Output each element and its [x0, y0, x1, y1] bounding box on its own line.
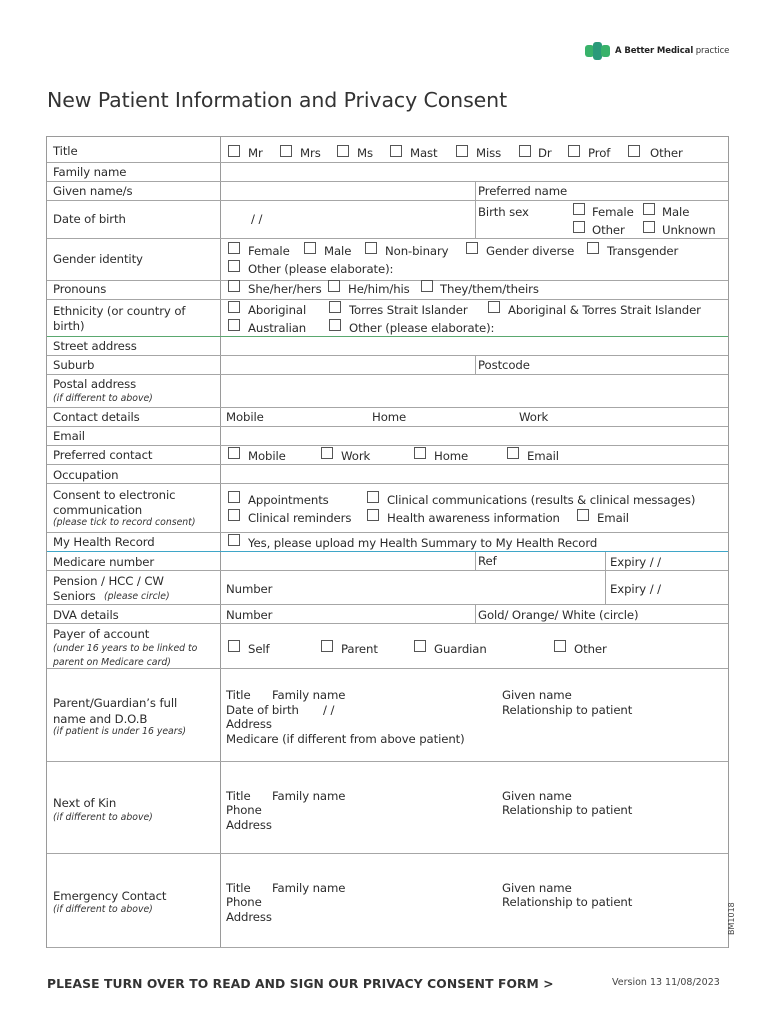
- nok-phone: Phone: [226, 803, 262, 817]
- checkbox-pref-home[interactable]: [414, 447, 426, 459]
- option-title-mrs: Mrs: [300, 146, 321, 160]
- label-medicare-number: Medicare number: [53, 555, 155, 569]
- label-given-names: Given name/s: [53, 184, 133, 198]
- row-title: [47, 137, 728, 163]
- checkbox-mhr-upload[interactable]: [228, 534, 240, 546]
- label-pension-expiry: Expiry / /: [610, 582, 661, 596]
- row-given-name: [47, 182, 728, 201]
- checkbox-title-miss[interactable]: [456, 145, 468, 157]
- label-dob: Date of birth: [53, 212, 126, 226]
- option-payer-guardian: Guardian: [434, 642, 487, 656]
- label-contact-details: Contact details: [53, 410, 140, 424]
- checkbox-consent-health[interactable]: [367, 509, 379, 521]
- note-guardian: (if patient is under 16 years): [53, 726, 187, 737]
- row-email: [47, 427, 728, 446]
- option-title-mr: Mr: [248, 146, 263, 160]
- ref-divider: [475, 552, 476, 571]
- checkbox-gender-male[interactable]: [304, 242, 316, 254]
- option-pref-mobile: Mobile: [248, 449, 286, 463]
- checkbox-title-dr[interactable]: [519, 145, 531, 157]
- checkbox-title-mast[interactable]: [390, 145, 402, 157]
- turn-over-notice: PLEASE TURN OVER TO READ AND SIGN OUR PRIVACY CONSENT FORM >: [47, 977, 554, 991]
- guardian-dob-sep: / /: [323, 703, 335, 717]
- option-pronoun-he: He/him/his: [348, 282, 410, 296]
- option-gender-nonbinary: Non-binary: [385, 244, 449, 258]
- option-eth-aboriginal: Aboriginal: [248, 303, 307, 317]
- checkbox-title-other[interactable]: [628, 145, 640, 157]
- option-eth-both: Aboriginal & Torres Strait Islander: [508, 303, 701, 317]
- emergency-address: Address: [226, 910, 272, 924]
- label-postal-address: Postal address: [53, 377, 137, 391]
- dob-separators: / /: [251, 212, 263, 226]
- label-dva-colour: Gold/ Orange/ White (circle): [478, 608, 639, 622]
- option-eth-tsi: Torres Strait Islander: [349, 303, 468, 317]
- option-pronoun-they: They/them/theirs: [440, 282, 539, 296]
- checkbox-pref-work[interactable]: [321, 447, 333, 459]
- emergency-phone: Phone: [226, 895, 262, 909]
- label-title: Title: [53, 144, 78, 158]
- label-occupation: Occupation: [53, 468, 119, 482]
- practice-logo: [585, 42, 729, 60]
- label-guardian: Parent/Guardian’s full: [53, 696, 178, 710]
- checkbox-gender-female[interactable]: [228, 242, 240, 254]
- checkbox-title-ms[interactable]: [337, 145, 349, 157]
- checkbox-gender-diverse[interactable]: [466, 242, 478, 254]
- row-family-name: [47, 163, 728, 182]
- option-payer-self: Self: [248, 642, 270, 656]
- checkbox-title-mr[interactable]: [228, 145, 240, 157]
- label-contact-mobile: Mobile: [226, 410, 264, 424]
- label-payer: Payer of account: [53, 627, 150, 641]
- label-street-address: Street address: [53, 339, 137, 353]
- label-ethnicity: Ethnicity (or country of: [53, 304, 186, 318]
- label-consent-2: communication: [53, 503, 143, 517]
- checkbox-consent-email[interactable]: [577, 509, 589, 521]
- option-consent-email: Email: [597, 511, 629, 525]
- checkbox-pref-email[interactable]: [507, 447, 519, 459]
- checkbox-payer-guardian[interactable]: [414, 640, 426, 652]
- emergency-title: Title: [226, 881, 251, 895]
- guardian-title: Title: [226, 688, 251, 702]
- label-postcode: Postcode: [478, 358, 530, 372]
- option-gender-transgender: Transgender: [607, 244, 679, 258]
- checkbox-sex-male[interactable]: [643, 203, 655, 215]
- nok-title: Title: [226, 789, 251, 803]
- label-gender-identity: Gender identity: [53, 252, 143, 266]
- option-pronoun-she: She/her/hers: [248, 282, 322, 296]
- option-gender-female: Female: [248, 244, 290, 258]
- checkbox-payer-parent[interactable]: [321, 640, 333, 652]
- option-pref-home: Home: [434, 449, 469, 463]
- emergency-family-name: Family name: [272, 881, 346, 895]
- label-pension: Pension / HCC / CW: [53, 574, 164, 588]
- row-suburb: [47, 356, 728, 375]
- checkbox-gender-transgender[interactable]: [587, 242, 599, 254]
- nok-relationship: Relationship to patient: [502, 803, 633, 817]
- nok-given-name: Given name: [502, 789, 572, 803]
- label-email: Email: [53, 429, 85, 443]
- checkbox-title-prof[interactable]: [568, 145, 580, 157]
- note-emergency: (if different to above): [53, 904, 153, 915]
- label-emergency-contact: Emergency Contact: [53, 889, 167, 903]
- label-pronouns: Pronouns: [53, 282, 107, 296]
- page-title: New Patient Information and Privacy Consent: [47, 88, 508, 112]
- label-family-name: Family name: [53, 165, 127, 179]
- emergency-relationship: Relationship to patient: [502, 895, 633, 909]
- option-gender-diverse: Gender diverse: [486, 244, 575, 258]
- checkbox-consent-reminders[interactable]: [228, 509, 240, 521]
- option-mhr-upload: Yes, please upload my Health Summary to My Health Record: [248, 536, 598, 550]
- label-preferred-name: Preferred name: [478, 184, 568, 198]
- label-birth-sex: Birth sex: [478, 205, 529, 219]
- checkbox-consent-clinical[interactable]: [367, 491, 379, 503]
- option-pref-email: Email: [527, 449, 559, 463]
- label-suburb: Suburb: [53, 358, 95, 372]
- option-title-mast: Mast: [410, 146, 438, 160]
- guardian-relationship: Relationship to patient: [502, 703, 633, 717]
- nok-address: Address: [226, 818, 272, 832]
- checkbox-eth-aboriginal[interactable]: [228, 301, 240, 313]
- option-gender-male: Male: [324, 244, 352, 258]
- option-pref-work: Work: [341, 449, 371, 463]
- guardian-dob: Date of birth: [226, 703, 299, 717]
- checkbox-pref-mobile[interactable]: [228, 447, 240, 459]
- option-sex-female: Female: [592, 205, 634, 219]
- logo-mark-icon: [585, 42, 611, 60]
- label-pension-2: Seniors: [53, 589, 96, 603]
- option-title-dr: Dr: [538, 146, 552, 160]
- note-payer-1: (under 16 years to be linked to: [53, 643, 198, 654]
- option-consent-reminders: Clinical reminders: [248, 511, 352, 525]
- label-medicare-expiry: Expiry / /: [610, 555, 661, 569]
- label-contact-home: Home: [372, 410, 407, 424]
- checkbox-payer-other[interactable]: [554, 640, 566, 652]
- form-code: BM1018: [727, 902, 736, 935]
- option-payer-other: Other: [574, 642, 607, 656]
- postcode-divider: [475, 356, 476, 375]
- checkbox-title-mrs[interactable]: [280, 145, 292, 157]
- label-dva-number: Number: [226, 608, 273, 622]
- note-consent: (please tick to record consent): [53, 517, 196, 528]
- option-title-other: Other: [650, 146, 683, 160]
- option-title-ms: Ms: [357, 146, 373, 160]
- label-consent: Consent to electronic: [53, 488, 176, 502]
- note-next-of-kin: (if different to above): [53, 812, 153, 823]
- checkbox-pronoun-he[interactable]: [328, 280, 340, 292]
- option-title-prof: Prof: [588, 146, 611, 160]
- expiry-divider: [605, 552, 606, 605]
- option-sex-unknown: Unknown: [662, 223, 716, 237]
- option-eth-other: Other (please elaborate):: [349, 321, 495, 335]
- label-guardian-2: name and D.O.B: [53, 712, 148, 726]
- guardian-medicare: Medicare (if different from above patient): [226, 732, 465, 746]
- guardian-family-name: Family name: [272, 688, 346, 702]
- option-consent-appointments: Appointments: [248, 493, 329, 507]
- guardian-address: Address: [226, 717, 272, 731]
- version-label: Version 13 11/08/2023: [612, 977, 720, 988]
- option-payer-parent: Parent: [341, 642, 378, 656]
- label-my-health-record: My Health Record: [53, 535, 155, 549]
- checkbox-gender-other[interactable]: [228, 260, 240, 272]
- checkbox-sex-other[interactable]: [573, 221, 585, 233]
- label-ethnicity-2: birth): [53, 319, 85, 333]
- option-consent-health: Health awareness information: [387, 511, 560, 525]
- label-dva-details: DVA details: [53, 608, 119, 622]
- label-contact-work: Work: [519, 410, 549, 424]
- option-sex-male: Male: [662, 205, 690, 219]
- row-occupation: [47, 465, 728, 484]
- checkbox-sex-unknown[interactable]: [643, 221, 655, 233]
- guardian-given-name: Given name: [502, 688, 572, 702]
- logo-text: A Better Medical practice: [615, 46, 730, 56]
- option-eth-australian: Australian: [248, 321, 307, 335]
- note-postal: (if different to above): [53, 393, 153, 404]
- option-consent-clinical: Clinical communications (results & clinical messages): [387, 493, 696, 507]
- label-pension-number: Number: [226, 582, 273, 596]
- dva-divider: [475, 605, 476, 624]
- checkbox-pronoun-she[interactable]: [228, 280, 240, 292]
- checkbox-sex-female[interactable]: [573, 203, 585, 215]
- option-title-miss: Miss: [476, 146, 502, 160]
- checkbox-payer-self[interactable]: [228, 640, 240, 652]
- row-street: [47, 337, 728, 356]
- preferred-name-divider: [475, 182, 476, 239]
- nok-family-name: Family name: [272, 789, 346, 803]
- option-sex-other: Other: [592, 223, 625, 237]
- label-next-of-kin: Next of Kin: [53, 796, 117, 810]
- patient-form: [46, 136, 729, 948]
- checkbox-eth-tsi[interactable]: [329, 301, 341, 313]
- emergency-given-name: Given name: [502, 881, 572, 895]
- checkbox-eth-both[interactable]: [488, 301, 500, 313]
- label-ref: Ref: [478, 554, 497, 568]
- checkbox-eth-australian[interactable]: [228, 319, 240, 331]
- option-gender-other: Other (please elaborate):: [248, 262, 394, 276]
- label-preferred-contact: Preferred contact: [53, 448, 153, 462]
- checkbox-pronoun-they[interactable]: [421, 280, 433, 292]
- note-pension: (please circle): [104, 591, 170, 602]
- note-payer-2: parent on Medicare card): [53, 657, 171, 668]
- checkbox-gender-nonbinary[interactable]: [365, 242, 377, 254]
- checkbox-consent-appointments[interactable]: [228, 491, 240, 503]
- checkbox-eth-other[interactable]: [329, 319, 341, 331]
